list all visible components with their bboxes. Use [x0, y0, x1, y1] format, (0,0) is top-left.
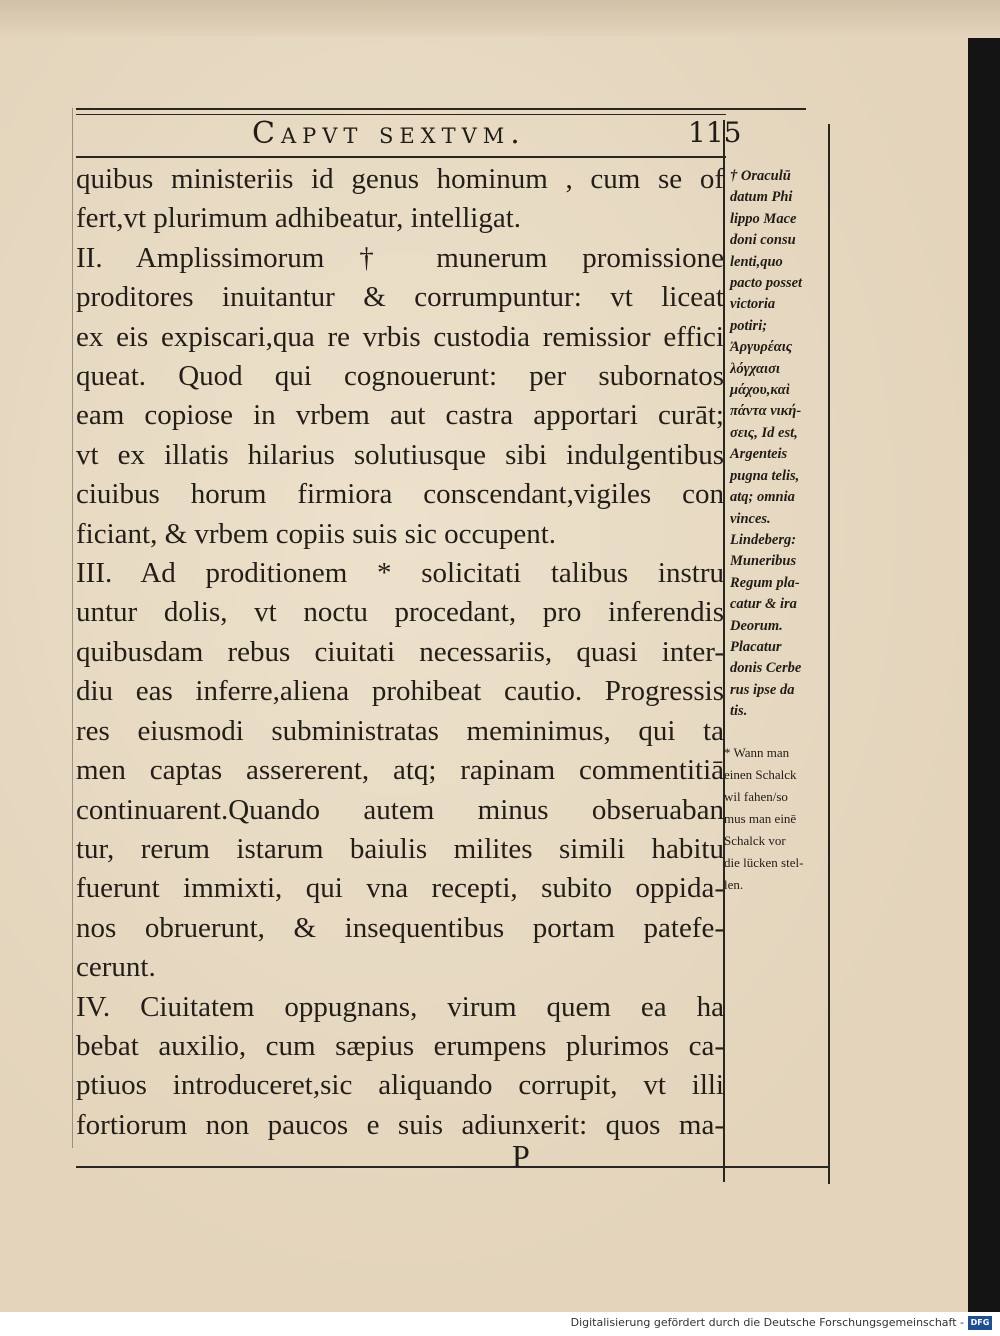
text-line: lenti,quo [730, 253, 783, 270]
text-line: wil fahen/so [724, 789, 788, 804]
text-line: Schalck vor [724, 833, 786, 848]
text-line: nos obruerunt, & insequentibus portam patefe- [76, 911, 724, 944]
footer-bar [0, 1312, 1000, 1336]
marginal-note-latin [730, 166, 822, 723]
marginal-note-german [724, 742, 822, 896]
text-line: rus ipse da [730, 681, 795, 698]
text-line: ptiuos introduceret,sic aliquando corrupit, vt illi [76, 1069, 724, 1102]
dfg-logo: DFG [968, 1316, 992, 1330]
text-line: λόγχαισι [730, 360, 780, 377]
main-text-block [76, 160, 724, 1145]
page-right-edge [968, 38, 1000, 1312]
text-line: μάχου,καὶ [730, 382, 790, 399]
text-line: tis. [730, 703, 748, 720]
text-line: Regum pla- [730, 574, 800, 591]
right-frame-rule [828, 124, 830, 1184]
text-line: mus man einē [724, 811, 797, 826]
page-top-shadow [0, 0, 1000, 36]
text-line: ficiant, & vrbem copiis suis sic occupent. [76, 517, 557, 550]
text-line: queat. Quod qui cognouerunt: per subornatos [76, 360, 724, 393]
text-line: Muneribus [730, 553, 797, 570]
text-line: pugna telis, [730, 467, 800, 484]
top-double-rule [76, 108, 806, 110]
signature-mark: P [512, 1138, 530, 1174]
text-line: * Wann man [724, 745, 790, 760]
text-line: proditores inuitantur & corrumpuntur: vt liceat [76, 281, 724, 314]
text-line: Lindeberg: [730, 531, 797, 548]
text-line: fuerunt immixti, qui vna recepti, subito oppida- [76, 872, 724, 905]
text-line: II. Amplissimorum † munerum promissione [76, 241, 724, 274]
text-line: fortiorum non paucos e suis adiunxerit: quos ma- [76, 1108, 724, 1141]
text-line: victoria [730, 296, 776, 313]
left-frame-rule [72, 108, 73, 1148]
text-line: Argenteis [730, 446, 788, 463]
text-line: untur dolis, vt noctu procedant, pro inferendis [76, 596, 724, 629]
text-line: doni consu [730, 232, 796, 249]
text-line: † Oraculū [730, 168, 791, 184]
text-line: Ἀργυρέαις [730, 339, 793, 356]
text-line: diu eas inferre,aliena prohibeat cautio. Progressis [76, 675, 724, 708]
text-line: Deorum. [730, 617, 783, 634]
text-line: catur & ira [730, 596, 797, 613]
text-line: len. [724, 877, 744, 892]
text-line: ciuibus horum firmiora conscendant,vigiles con [76, 478, 724, 511]
running-header [70, 112, 742, 156]
header-underline-rule [76, 156, 726, 158]
text-line: atq; omnia [730, 489, 795, 506]
text-line: continuarent.Quando autem minus obseruaban [76, 793, 724, 826]
running-title: Capvt sextvm. [252, 116, 526, 151]
text-line: IV. Ciuitatem oppugnans, virum quem ea ha [76, 990, 724, 1023]
text-line: quibusdam rebus ciuitati necessariis, quasi inter- [76, 635, 724, 668]
text-line: Placatur [730, 638, 782, 655]
bottom-rule [76, 1166, 828, 1168]
text-line: einen Schalck [724, 767, 797, 782]
page-number: 115 [688, 116, 742, 149]
text-line: vinces. [730, 510, 771, 527]
text-line: datum Phi [730, 189, 793, 206]
text-line: III. Ad proditionem * solicitati talibus instru [76, 557, 724, 590]
text-line: σεις, Id est, [730, 424, 798, 441]
text-line: res eiusmodi subministratas meminimus, qui ta [76, 714, 724, 747]
text-line: donis Cerbe [730, 660, 802, 677]
text-line: bebat auxilio, cum sæpius erumpens plurimos ca- [76, 1029, 724, 1062]
text-line: pacto posset [730, 275, 803, 292]
text-line: men captas assererent, atq; rapinam commentitiā [76, 754, 724, 787]
text-line: lippo Mace [730, 210, 797, 227]
text-line: vt ex illatis hilarius solutiusque sibi indulgentibus [76, 438, 724, 471]
text-line: cerunt. [76, 951, 156, 984]
text-line: quibus ministeriis id genus hominum , cum se of [76, 163, 724, 195]
text-line: πάντα νική- [730, 403, 802, 420]
text-line: fert,vt plurimum adhibeatur, intelligat. [76, 202, 521, 235]
funding-credit: Digitalisierung gefördert durch die Deutsche Forschungsgemeinschaft - [570, 1316, 964, 1329]
text-line: tur, rerum istarum baiulis milites simili habitu [76, 832, 724, 865]
text-line: ex eis expiscari,qua re vrbis custodia remissior effici [76, 320, 724, 353]
text-line: potiri; [730, 317, 768, 334]
text-line: die lücken stel- [724, 855, 804, 870]
text-line: eam copiose in vrbem aut castra apportari curāt; [76, 399, 724, 432]
